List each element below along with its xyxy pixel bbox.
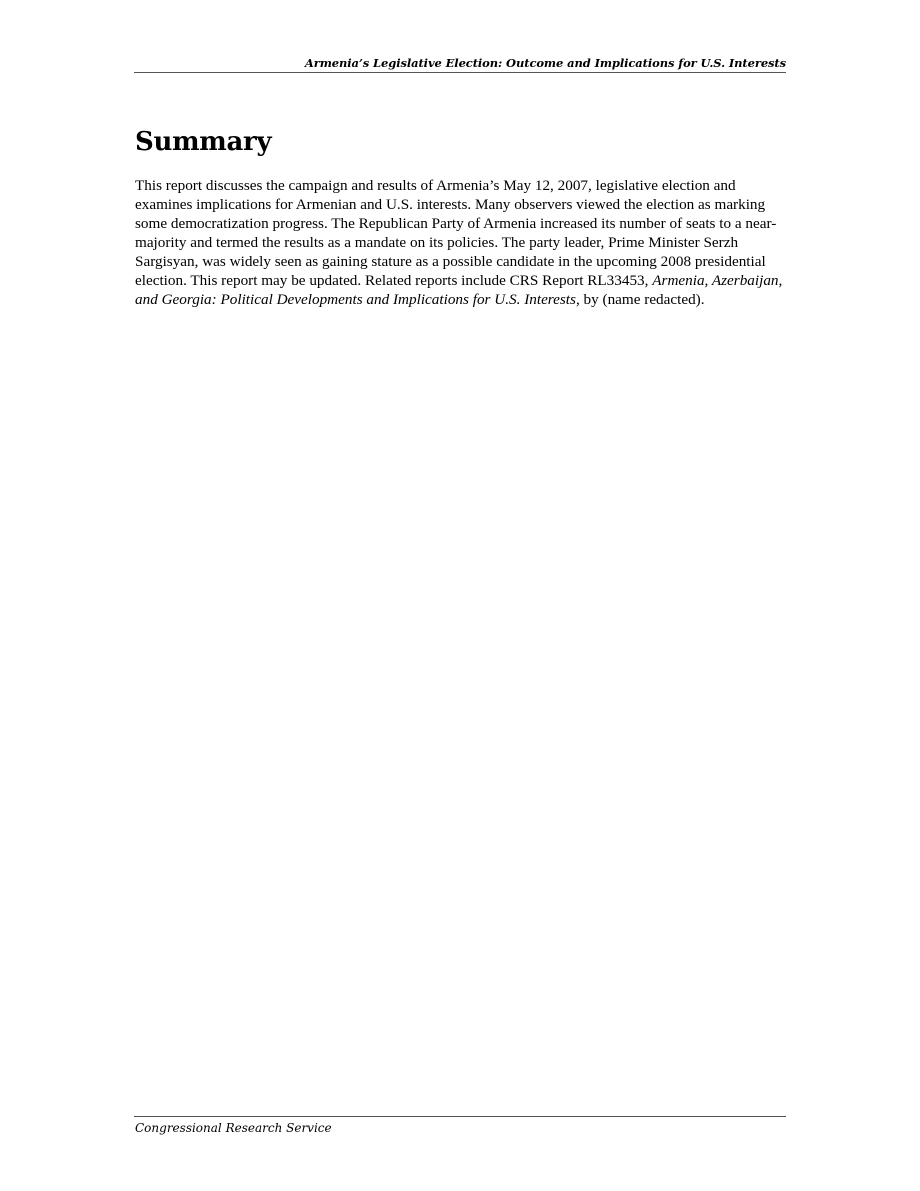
- summary-text-part2: , by (name redacted).: [575, 291, 705, 308]
- running-footer-publisher: Congressional Research Service: [135, 1121, 332, 1135]
- header-divider: [134, 72, 786, 73]
- section-heading-summary: Summary: [135, 127, 272, 157]
- footer-divider: [134, 1116, 786, 1117]
- summary-text-part1: This report discusses the campaign and results of Armenia’s May 12, 2007, legislative election and examines implications for Armenian and U.S. interests. Many observers viewed the election as marking some democratization progress. The Republican Party of Armenia increased its number of seats to a near-majority and termed the results as a mandate on its policies. The party leader, Prime Minister Serzh Sargisyan, was widely seen as gaining stature as a possible candidate in the upcoming 2008 presidential election. This report may be updated. Related reports include CRS Report RL33453,: [135, 177, 777, 289]
- related-report-title: Armenia, Azerbaijan, and Georgia: Political Developments and Implications for U.S. Interests: [135, 272, 783, 308]
- running-header-title: Armenia’s Legislative Election: Outcome and Implications for U.S. Interests: [304, 56, 786, 70]
- summary-paragraph: [135, 176, 795, 309]
